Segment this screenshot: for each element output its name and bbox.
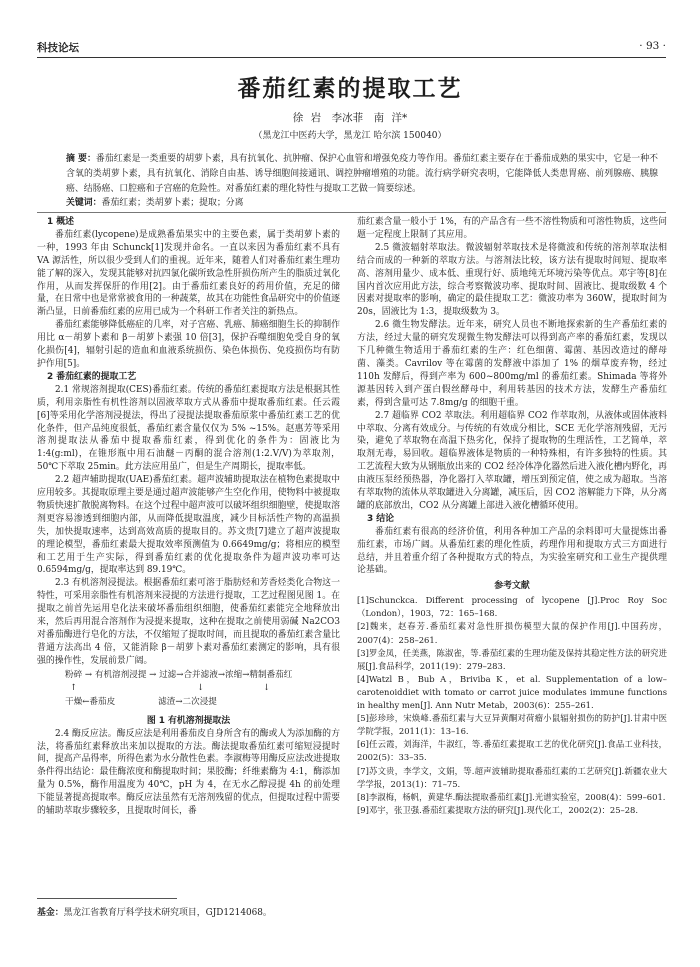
abstract — [66, 152, 658, 197]
paragraph: 2.7 超临界 CO2 萃取法。利用超临界 CO2 作萃取剂，从液体或固体液料中萃取、分离有效成分。与传统的有效成分相比，SCE 无化学溶剂残留，无污染，避免了萃取物在高温下热劣化，保持了提取物的生理活性，工艺简单，萃取剂无毒，易回收。超临界液体是物质的一种特殊相，有许多独特的性质。其工艺流程大致为从钢瓶放出来的 CO2 经冷体净化器然后进入液化槽内野化，再由液压泵经预热器，净化器打入萃取罐，增压到预定值，使之成为超取。当溶有萃取物的流体从萃取罐进入分离罐，减压后，因 CO2 溶解能力下降，从分离罐的底部放出，CO2 从分离罐上部进入液化槽循环使用。 — [357, 410, 667, 511]
paragraph: 2.1 常规溶剂提取(CES)番茄红素。传统的番茄红素提取方法是根据其性质，利用亲脂性有机性溶剂以固液萃取方式从番茄中提取番茄红素。任云霞[6]等采用化学溶剂浸提法，得出了浸提法提取番茄原浆中番茄红素工艺的优化条件，但产品纯度很低，番茄红素含量仅仅为 5% ~15%。赵惠芳等采用溶剂提取法从番茄中提取番茄红素，得到优化的条件为：固液比为 1:4(g:ml)，在锥形瓶中用石油醚－丙酮的混合溶剂(1:2.V/V)为萃取剂，50℃下萃取 25min。此方法应用虽广，但是生产周期长，提取率低。 — [37, 384, 340, 473]
reference-list — [357, 594, 667, 817]
paragraph: 2.3 有机溶剂浸提法。根据番茄红素可溶于脂肪烃和芳香烃类化合物这一特性，可采用亲脂性有机溶剂来浸提的方法进行提取，工艺过程图见图 1。在提取之前首先运用皂化法来破坏番茄组织细胞，使番茄红素能完全地释放出来，然后再用混合溶剂作为浸提来提取，这种在提取之前使用弱碱 Na2CO3 对番茄酶进行皂化的方法，不仅缩短了提取时间，而且提取的番茄红素含量比普通方法高出 4 倍，又能消除 β－胡萝卜素对番茄红素测定的影响，具有很强的操作性，发展前景广阔。 — [37, 578, 340, 666]
flow-row-1: 粉碎 → 有机溶剂浸提 → 过滤→合并滤液→浓缩→精制番茄红 — [65, 669, 293, 680]
funding-text: 黑龙江省教育厅科学技术研究项目，GJD1214068。 — [63, 908, 272, 918]
abstract-label: 摘 要： — [66, 154, 96, 164]
page-number: · 93 · — [639, 40, 666, 52]
paragraph: 2.2 超声辅助提取(UAE)番茄红素。超声波辅助提取法在植物色素提取中应用较多。其提取原理主要是通过超声波能够产生空化作用，使物料中被提取物质快速扩散脱离物料。在这个过程中超声波可以破坏组织细胞壁，使提取溶剂更容易渗透到细胞内部，从而降低提取温度，减少目标活性产物的高温损失，加快提取速率，达到高效高质的提取目的。苏文贵[7]建立了超声波提取的理论模型，番茄红素最大提取效率预测值为 0.6649mg/g；将相应的模型和工艺用于生产实际，得到番茄红素的优化提取条件为超声波功率可达 0.6594mg/g，提取率达到 89.19℃。 — [37, 475, 340, 576]
running-header — [37, 40, 666, 54]
paragraph: 番茄红素有很高的经济价值，利用各种加工产品的余料即可大量提炼出番茄红素，市场广阔。从番茄红素的理化性质，药理作用和提取方式三方面进行总结，并且着重介绍了各种提取方式的特点，为实验室研究和工业生产提供理论基础。 — [357, 526, 667, 576]
reference-item: [4]Watzl B，Bub A，Briviba K，et al. Supplementation of a low–carotenoiddiet with tomato or carrot juice modulates immune functions in healthy men[J]. Ann Nutr Metab，2003(6)：255–261. — [357, 673, 667, 711]
reference-item: [8]李淑梅，杨帆，黄建华.酶法提取番茄红素[J].光谱实验室，2008(4)：599–601. — [357, 791, 666, 802]
section-heading: 2 番茄红素的提取工艺 — [47, 371, 137, 382]
reference-item: [7]苏文贵，李学文，文娟，等.超声波辅助提取番茄红素的工艺研究[J].新疆农业大学学报，2013(1)：71–75. — [357, 765, 667, 789]
keywords-label: 关键词： — [66, 198, 102, 208]
left-column — [37, 216, 340, 818]
article-title: 番茄红素的提取工艺 — [237, 76, 463, 102]
section-heading: 1 概述 — [47, 217, 75, 227]
reference-item: [2]魏来，赵春芳.番茄红素对急性肝损伤模型大鼠的保护作用[J].中国药房，2007(4)：258–261. — [357, 621, 667, 645]
flow-arrows: ↑ — [70, 682, 78, 693]
abstract-rule — [37, 212, 666, 213]
paragraph: 2.4 酶反应法。酶反应法是利用番茄皮自身所含有的酶或人为添加酶的方法，将番茄红素释放出来加以提取的方法。酶法提取番茄红素可缩短浸提时间，提高产品得率，所得色素为水分散性色素。李淑梅等用酶反应法改进提取条件得出结论：最佳酶浓度和酶提取时间；果胶酶；纤维素酶为 4:1，酶添加量为 0.5%，酶作用温度为 40℃，pH 为 4，在无水乙醇浸提 4h 的前处理下能显著提高提取率。酶反应法虽然有无溶剂残留的优点，但提取过程中需要的辅助萃取步骤较多，且提取时间长，番 — [37, 728, 340, 817]
funding-label: 基金： — [37, 908, 64, 918]
reference-item: [6]任云霞，刘海洋，牛淑红，等.番茄红素提取工艺的优化研究[J].食品工业科技，2002(5)：33–35. — [357, 739, 667, 763]
affiliation: （黑龙江中医药大学，黑龙江 哈尔滨 150040） — [253, 131, 447, 141]
keywords-text: 番茄红素；类胡萝卜素；提取；分离 — [101, 198, 244, 208]
journal-name: 科技论坛 — [37, 42, 79, 54]
paragraph: 番茄红素(lycopene)是成熟番茄果实中的主要色素，属于类胡萝卜素的一种，1993 年由 Schunck[1]发现并命名。一直以来因为番茄红素不具有 VA 源活性，所以很少受到人们的重视。近年来，随着人们对番茄红素生理功能了解的深入，发现其能够对抗四氯化碳所致急性肝损伤所产生的脂质过氧化作用，从而发挥保肝的作用[2]。由于番茄红素良好的药用价值，充足的储量，在日常中也是常常被食用的一种蔬菜，故其在功能性食品研究中的价值逐渐凸显，日前番茄红素的应用已成为一个科研工作者关注的新热点。 — [37, 229, 340, 318]
paragraph: 茄红素含量一般小于 1%，有的产品含有一些不溶性物质和可溶性物质，这些问题一定程度上限制了其应用。 — [357, 217, 667, 240]
flow-row-2: 干燥←番茄皮 滤渣→二次浸提 — [65, 696, 217, 707]
references-title: 参考文献 — [494, 581, 530, 592]
flow-arrows: ↓ — [263, 682, 271, 693]
reference-item: [1]Schunckca. Different processing of lycopene [J].Proc Roy Soc（London），1903，72：165–168. — [357, 595, 667, 619]
authors: 徐 岩 李冰菲 南 洋* — [292, 112, 408, 124]
paragraph: 番茄红素能够降低癌症的几率，对子宫癌、乳癌、肺癌细胞生长的抑制作用比 α－胡萝卜素和 β－胡萝卜素强 10 倍[3]，保护吞噬细胞免受自身的氧化损伤[4]，辐射引起的造血和血液系统损伤、染色体损伤、免疫损伤均有防护作用[5]。 — [37, 320, 340, 369]
paragraph: 2.6 微生物发酵法。近年来，研究人员也不断地探索新的生产番茄红素的方法，经过大量的研究发现微生物发酵法可以得到高产率的番茄红素，发现以下几种微生物适用于番茄红素的生产：红色细菌、霉菌、基因改造过的酵母菌、藻类。Cavrilov 等在霉菌的发酵液中添加了 1% 的烟草废弃物，经过 110h 发酵后，得到产率为 600~800mg/ml 的番茄红素。Shimada 等将外源基因转入到产蛋白假丝酵母中，利用转基因的技术方法，发酵生产番茄红素，得到含量可达 7.8mg/g 的细胞干重。 — [357, 320, 667, 408]
flow-arrows: ↓ — [197, 682, 205, 693]
figure-caption: 图 1 有机溶剂提取法 — [146, 715, 231, 726]
paragraph: 2.5 微波辐射萃取法。微波辐射萃取技术是将微波和传统的溶剂萃取法相结合而成的一种新的萃取方法。与溶剂法比较，该方法有提取时间短、提取率高、溶剂用量少、成本低、重现行好、质地纯无环境污染等优点。邓宇等[8]在国内首次应用此方法，综合考察微波功率、提取时间、固液比、提取级数 4 个因素对提取率的影响，确定的最佳提取工艺：微波功率为 360W，提取时间为 20s，固液比为 1:3，提取级数为 3。 — [357, 242, 667, 318]
reference-item: [3]罗金凤，任美燕，陈淑雀，等.番茄红素的生理功能及保持其稳定性方法的研究进展[J].食品科学，2011(19)：279–283. — [357, 647, 667, 671]
funding-note — [37, 905, 272, 918]
keywords — [66, 195, 658, 208]
header-rule — [37, 57, 666, 58]
footnote-rule — [37, 898, 177, 899]
section-heading: 3 结论 — [367, 513, 395, 524]
reference-item: [5]彭珍珍，宋焕峰.番茄红素与大豆异黄酮对荷瘤小鼠辐射损伤的防护[J].甘肃中医学院学报，2011(1)：13–16. — [357, 713, 667, 737]
right-column — [357, 216, 667, 817]
abstract-text: 番茄红素是一类重要的胡萝卜素，具有抗氧化、抗肿瘤、保护心血管和增强免疫力等作用。番茄红素主要存在于番茄成熟的果实中，它是一种不含氧的类胡萝卜素，具有抗氧化、消除自由基、诱导细胞间接通讯、调控肿瘤增殖的功能。流行病学研究表明，它能降低人类患胃癌、前列腺癌、胰腺癌、结肠癌、口腔癌和子宫癌的危险性。对番茄红素的理化特性与提取工艺做一简要综述。 — [66, 154, 658, 194]
reference-item: [9]邓宇，张卫强.番茄红素提取方法的研究[J].现代化工，2002(2)：25–28. — [357, 804, 639, 815]
flowchart — [37, 669, 340, 713]
